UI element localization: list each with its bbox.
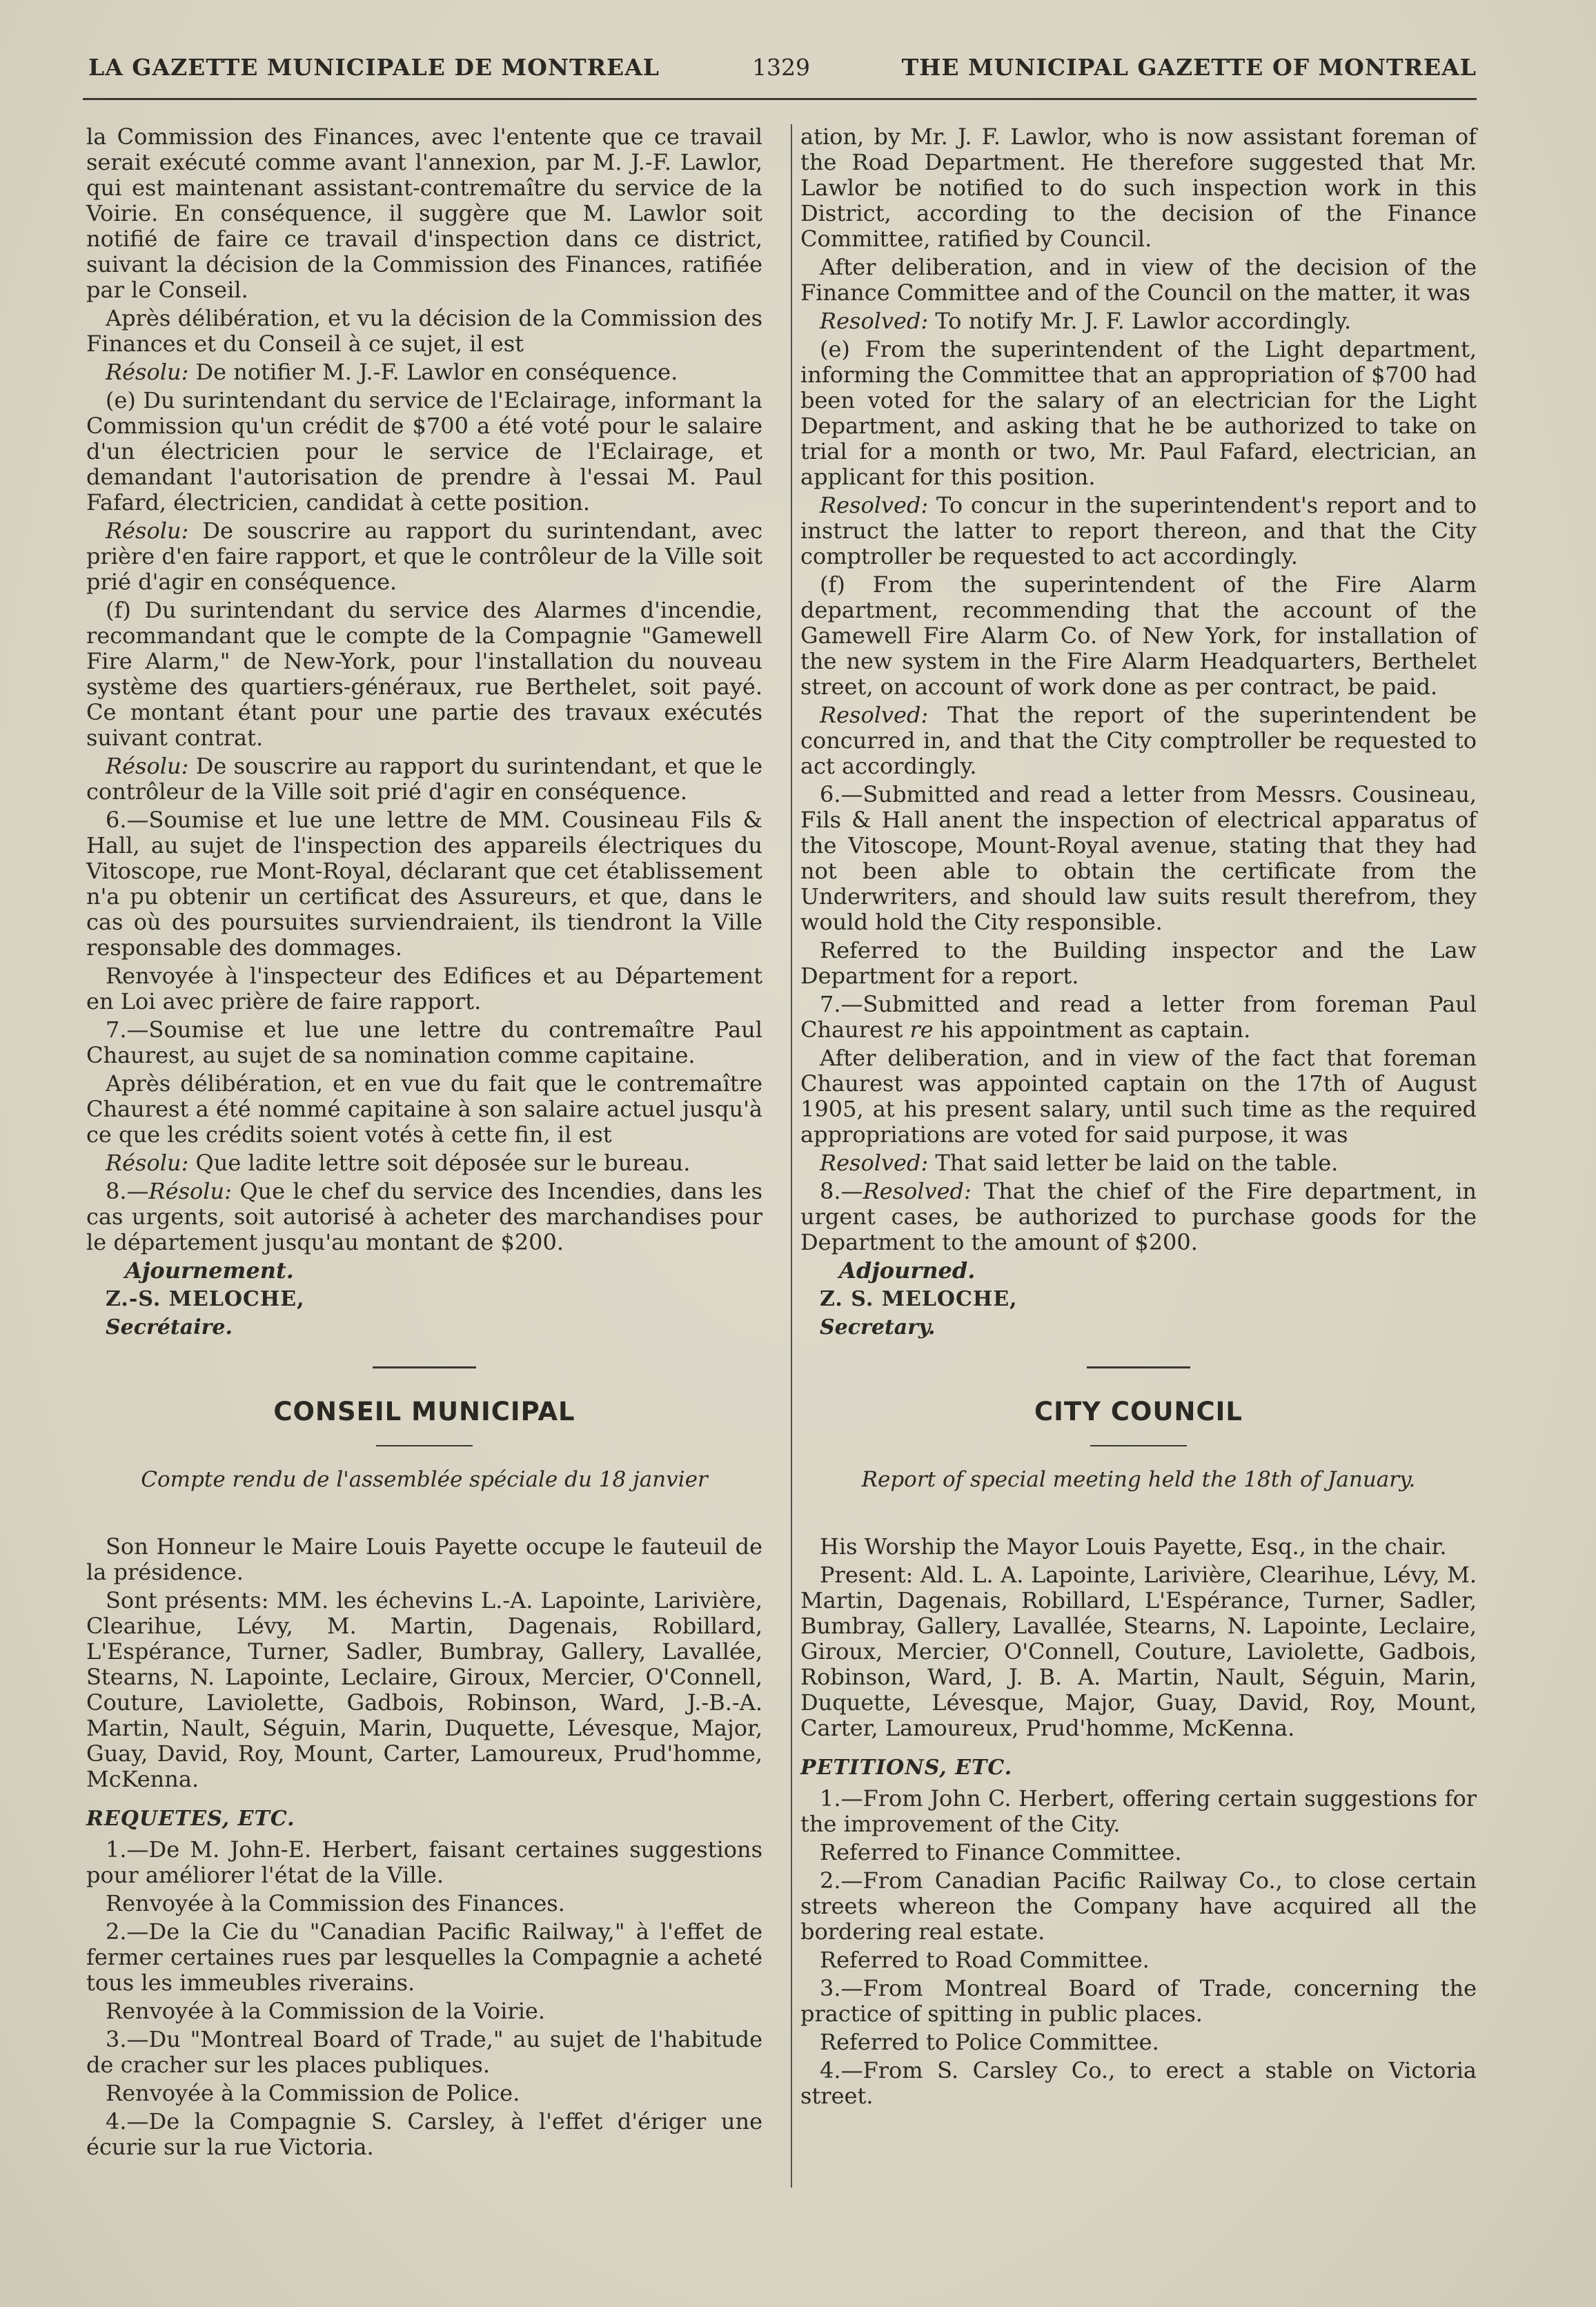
signature-title: Secrétaire.	[106, 1315, 233, 1339]
paragraph: 7.—Soumise et lue une lettre du contremaître Paul Chaurest, au sujet de sa nomination comme capitaine.	[86, 1017, 762, 1068]
paragraph: 3.—Du "Montreal Board of Trade," au sujet de l'habitude de cracher sur les places publiques.	[86, 2026, 762, 2078]
english-column	[800, 124, 1477, 2112]
section-subtitle: Report of special meeting held the 18th of January.	[861, 1467, 1416, 1492]
paragraph: After deliberation, and in view of the decision of the Finance Committee and of the Council on the matter, it was	[800, 254, 1477, 306]
resolution-text: That the report of the superintendent be concurred in, and that the City comptroller be requested to act accordingly.	[800, 702, 1477, 779]
paragraph: 6.—Soumise et lue une lettre de MM. Cousineau Fils & Hall, au sujet de l'inspection des appareils électriques du Vitoscope, rue Mont-Royal, déclarant que cet établissement n'a pu obtenir un certificat des Assureurs, et que, dans le cas où des poursuites surviendraient, ils tiendront la Ville responsable des dommages.	[86, 807, 762, 961]
paragraph	[800, 308, 1477, 334]
resolution-label: Resolved:	[820, 308, 929, 334]
signature-name: Z. S. MELOCHE,	[820, 1287, 1018, 1311]
paragraph: After deliberation, and in view of the fact that foreman Chaurest was appointed captain on the 17th of August 1905, at his present salary, until such time as the required appropriations are voted for said purpose, it was	[800, 1045, 1477, 1148]
resolution-text: Que le chef du service des Incendies, dans les cas urgents, soit autorisé à acheter des marchandises pour le département jusqu'au montant de $200.	[86, 1178, 762, 1255]
paragraph: 1.—De M. John-E. Herbert, faisant certaines suggestions pour améliorer l'état de la Ville.	[86, 1836, 762, 1888]
paragraph	[86, 360, 762, 385]
paragraph: Referred to Finance Committee.	[820, 1839, 1182, 1865]
adjournment: Ajournement.	[125, 1257, 294, 1284]
header-french-title: LA GAZETTE MUNICIPALE DE MONTREAL	[88, 54, 660, 81]
paragraph	[86, 1179, 762, 1255]
resolution-label: Résolu:	[106, 753, 189, 779]
paragraph	[800, 493, 1477, 569]
resolution-text: Que ladite lettre soit déposée sur le bureau.	[188, 1150, 691, 1176]
re-abbrev: re	[909, 1017, 934, 1043]
paragraph	[800, 703, 1477, 779]
adjournment: Adjourned.	[839, 1257, 976, 1284]
paragraph	[86, 1150, 762, 1176]
column-divider	[791, 124, 792, 2188]
paragraph	[800, 992, 1477, 1043]
section-title: CONSEIL MUNICIPAL	[273, 1397, 575, 1426]
paragraph: (f) Du surintendant du service des Alarmes d'incendie, recommandant que le compte de la Compagnie "Gamewell Fire Alarm," de New-York, pour l'installation du nouveau système des quartiers-généraux, rue Berthelet, soit payé. Ce montant étant pour une partie des travaux exécutés suivant contrat.	[86, 597, 762, 751]
paragraph: 3.—From Montreal Board of Trade, concerning the practice of spitting in public places.	[800, 1975, 1477, 2027]
subheading: REQUETES, ETC.	[86, 1807, 295, 1831]
signature-name: Z.-S. MELOCHE,	[106, 1287, 305, 1311]
paragraph	[800, 1179, 1477, 1255]
paragraph: Renvoyée à la Commission des Finances.	[106, 1890, 565, 1916]
resolution-text: De souscrire au rapport du surintendant, avec prière d'en faire rapport, et que le contrôleur de la Ville soit prié d'agir en conséquence.	[86, 518, 762, 595]
resolution-text: That the chief of the Fire department, in urgent cases, be authorized to purchase goods for the Department to the amount of $200.	[800, 1178, 1477, 1255]
header-english-title: THE MUNICIPAL GAZETTE OF MONTREAL	[901, 54, 1477, 81]
paragraph: 4.—De la Compagnie S. Carsley, à l'effet d'ériger une écurie sur la rue Victoria.	[86, 2108, 762, 2160]
paragraph: His Worship the Mayor Louis Payette, Esq., in the chair.	[820, 1533, 1447, 1560]
french-column	[86, 124, 762, 2163]
paragraph: Après délibération, et vu la décision de la Commission des Finances et du Conseil à ce sujet, il est	[86, 305, 762, 357]
title-divider	[376, 1445, 473, 1446]
page-header	[83, 54, 1477, 95]
paragraph: 4.—From S. Carsley Co., to erect a stable on Victoria street.	[800, 2057, 1477, 2109]
section-divider	[373, 1366, 476, 1368]
item-number: 8.—	[106, 1178, 149, 1204]
attendance-list: Sont présents: MM. les échevins L.-A. Lapointe, Larivière, Clearihue, Lévy, M. Martin, Dagenais, Robillard, L'Espérance, Turner, Sadler, Bumbray, Gallery, Lavallée, Stearns, N. Lapointe, Leclaire, Giroux, Mercier, O'Connell, Couture, Laviolette, Gadbois, Robinson, Ward, J.-B.-A. Martin, Nault, Séguin, Marin, Duquette, Lévesque, Major, Guay, David, Roy, Mount, Carter, Lamoureux, Prud'homme, McKenna.	[86, 1587, 762, 1792]
paragraph	[86, 754, 762, 805]
paragraph-text: 7.—Submitted and read a letter from foreman Paul Chaurest	[800, 991, 1477, 1043]
paragraph: 6.—Submitted and read a letter from Messrs. Cousineau, Fils & Hall anent the inspection of electrical apparatus of the Vitoscope, Mount-Royal avenue, stating that they had not been able to obtain the certificate from the Underwriters, and should law suits result therefrom, they would hold the City responsible.	[800, 781, 1477, 935]
paragraph: 1.—From John C. Herbert, offering certain suggestions for the improvement of the City.	[800, 1785, 1477, 1837]
paragraph: Renvoyée à la Commission de la Voirie.	[106, 1998, 546, 2024]
resolution-text: That said letter be laid on the table.	[928, 1150, 1339, 1176]
paragraph: Renvoyée à la Commission de Police.	[106, 2080, 520, 2106]
resolution-label: Résolu:	[148, 1178, 232, 1204]
resolution-text: De souscrire au rapport du surintendant, et que le contrôleur de la Ville soit prié d'agir en conséquence.	[86, 753, 762, 805]
paragraph: Referred to the Building inspector and the Law Department for a report.	[800, 937, 1477, 989]
paragraph: Referred to Road Committee.	[820, 1947, 1150, 1973]
paragraph	[800, 1150, 1477, 1176]
subheading: PETITIONS, ETC.	[800, 1756, 1013, 1780]
section-subtitle: Compte rendu de l'assemblée spéciale du 18 janvier	[141, 1467, 708, 1492]
signature-title: Secretary.	[820, 1315, 936, 1339]
section-title: CITY COUNCIL	[1034, 1397, 1243, 1426]
resolution-label: Résolu:	[106, 1150, 189, 1176]
attendance-list: Present: Ald. L. A. Lapointe, Larivière, Clearihue, Lévy, M. Martin, Dagenais, Robillard, L'Espérance, Turner, Sadler, Bumbray, Gallery, Lavallée, Stearns, N. Lapointe, Leclaire, Giroux, Mercier, O'Connell, Couture, Laviolette, Gadbois, Robinson, Ward, J. B. A. Martin, Nault, Séguin, Marin, Duquette, Lévesque, Major, Guay, David, Roy, Mount, Carter, Lamoureux, Prud'homme, McKenna.	[800, 1562, 1477, 1741]
item-number: 8.—	[820, 1178, 863, 1204]
title-divider	[1090, 1445, 1187, 1446]
resolution-text: De notifier M. J.-F. Lawlor en conséquence.	[188, 359, 678, 385]
paragraph: la Commission des Finances, avec l'entente que ce travail serait exécuté comme avant l'annexion, par M. J.-F. Lawlor, qui est maintenant assistant-contremaître du service de la Voirie. En conséquence, il suggère que M. Lawlor soit notifié de faire ce travail d'inspection dans ce district, suivant la décision de la Commission des Finances, ratifiée par le Conseil.	[86, 124, 762, 303]
resolution-label: Resolved:	[820, 702, 929, 728]
resolution-label: Resolved:	[820, 492, 929, 518]
resolution-label: Résolu:	[106, 359, 189, 385]
paragraph: 2.—From Canadian Pacific Railway Co., to close certain streets whereon the Company have acquired all the bordering real estate.	[800, 1867, 1477, 1945]
paragraph: (f) From the superintendent of the Fire Alarm department, recommending that the account of the Gamewell Fire Alarm Co. of New York, for installation of the new system in the Fire Alarm Headquarters, Berthelet street, on account of work done as per contract, be paid.	[800, 571, 1477, 700]
paragraph: Renvoyée à l'inspecteur des Edifices et au Département en Loi avec prière de faire rapport.	[86, 963, 762, 1014]
paragraph: (e) Du surintendant du service de l'Eclairage, informant la Commission qu'un crédit de $700 a été voté pour le salaire d'un électricien pour le service de l'Eclairage, et demandant l'autorisation de prendre à l'essai M. Paul Fafard, électricien, candidat à cette position.	[86, 387, 762, 516]
paragraph-text: his appointment as captain.	[933, 1017, 1251, 1043]
paragraph: Son Honneur le Maire Louis Payette occupe le fauteuil de la présidence.	[86, 1533, 762, 1585]
resolution-label: Resolved:	[820, 1150, 929, 1176]
resolution-label: Resolved:	[863, 1178, 972, 1204]
paragraph: (e) From the superintendent of the Light department, informing the Committee that an appropriation of $700 had been voted for the salary of an electrician for the Light Department, and asking that he be authorized to take on trial for a month or two, Mr. Paul Fafard, electrician, an applicant for this position.	[800, 336, 1477, 490]
section-divider	[1087, 1366, 1190, 1368]
paragraph	[86, 518, 762, 595]
paragraph: Referred to Police Committee.	[820, 2029, 1159, 2055]
paragraph: 2.—De la Cie du "Canadian Pacific Railway," à l'effet de fermer certaines rues par lesquelles la Compagnie a acheté tous les immeubles riverains.	[86, 1918, 762, 1996]
resolution-text: To notify Mr. J. F. Lawlor accordingly.	[928, 308, 1352, 334]
resolution-label: Résolu:	[106, 518, 189, 544]
paragraph: Après délibération, et en vue du fait que le contremaître Chaurest a été nommé capitaine à son salaire actuel jusqu'à ce que les crédits soient votés à cette fin, il est	[86, 1070, 762, 1148]
header-rule	[83, 98, 1477, 100]
paragraph: ation, by Mr. J. F. Lawlor, who is now assistant foreman of the Road Department. He therefore suggested that Mr. Lawlor be notified to do such inspection work in this District, according to the decision of the Finance Committee, ratified by Council.	[800, 124, 1477, 252]
resolution-text: To concur in the superintendent's report and to instruct the latter to report thereon, and that the City comptroller be requested to act accordingly.	[800, 492, 1477, 569]
page-number: 1329	[752, 54, 810, 81]
